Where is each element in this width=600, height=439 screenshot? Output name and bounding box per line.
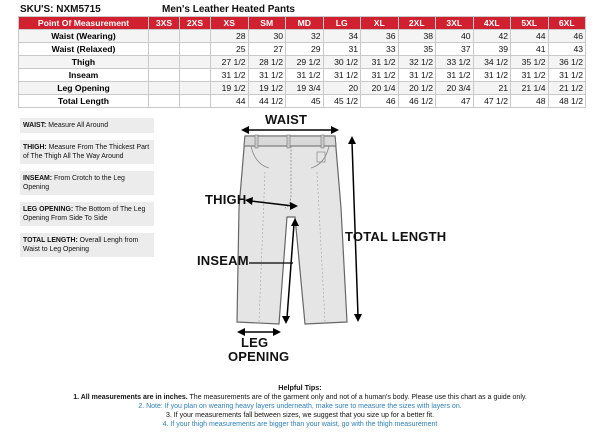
table-cell: 31 1/2 [361, 69, 399, 82]
row-label: Inseam [19, 69, 149, 82]
measurement-descriptions [20, 118, 154, 264]
desc-term: INSEAM: [23, 175, 53, 182]
table-cell: 31 1/2 [211, 69, 249, 82]
table-cell: 21 1/2 [548, 82, 586, 95]
leg-opening-label-line1: LEG [241, 335, 269, 350]
row-label: Leg Opening [19, 82, 149, 95]
table-cell: 31 1/2 [398, 69, 436, 82]
desc-leg-opening [20, 202, 154, 226]
table-cell: 33 1/2 [436, 56, 474, 69]
tip-1-rest: The measurements are of the garment only and not of a human's body. Please use this chart as a guide only. [187, 394, 527, 401]
table-cell: 29 1/2 [286, 56, 324, 69]
header-size: XS [211, 17, 249, 30]
table-cell: 31 1/2 [286, 69, 324, 82]
table-row [19, 56, 586, 69]
total-length-label: TOTAL LENGTH [345, 229, 447, 244]
table-cell: 28 [211, 30, 249, 43]
desc-total-length [20, 233, 154, 257]
table-cell: 20 3/4 [436, 82, 474, 95]
table-cell: 34 [323, 30, 361, 43]
inseam-label: INSEAM [197, 253, 249, 268]
table-cell: 19 3/4 [286, 82, 324, 95]
row-label: Waist (Relaxed) [19, 43, 149, 56]
table-cell: 34 1/2 [473, 56, 511, 69]
desc-thigh [20, 140, 154, 164]
table-cell: 19 1/2 [248, 82, 286, 95]
page-title: Men's Leather Heated Pants [162, 4, 295, 15]
table-cell: 31 1/2 [548, 69, 586, 82]
table-cell: 35 [398, 43, 436, 56]
table-cell: 44 [511, 30, 549, 43]
table-cell: 21 [473, 82, 511, 95]
tip-1 [0, 393, 600, 402]
table-cell: 31 1/2 [248, 69, 286, 82]
table-row [19, 30, 586, 43]
table-cell: 25 [211, 43, 249, 56]
table-cell: 45 1/2 [323, 95, 361, 108]
header-size: 6XL [548, 17, 586, 30]
desc-waist [20, 118, 154, 133]
table-cell-empty [180, 95, 211, 108]
table-cell-empty [149, 95, 180, 108]
header-size: 4XL [473, 17, 511, 30]
table-cell-empty [149, 30, 180, 43]
table-cell: 48 1/2 [548, 95, 586, 108]
table-cell: 48 [511, 95, 549, 108]
table-cell: 31 1/2 [436, 69, 474, 82]
table-cell: 36 [361, 30, 399, 43]
table-cell: 32 1/2 [398, 56, 436, 69]
header-size: XL [361, 17, 399, 30]
table-cell: 28 1/2 [248, 56, 286, 69]
table-cell-empty [149, 82, 180, 95]
desc-text: Measure All Around [46, 122, 109, 129]
table-cell: 30 1/2 [323, 56, 361, 69]
table-cell: 46 1/2 [398, 95, 436, 108]
tips-heading: Helpful Tips: [278, 383, 322, 392]
header-size: MD [286, 17, 324, 30]
table-cell: 35 1/2 [511, 56, 549, 69]
tip-1-bold: 1. All measurements are in inches. [73, 394, 188, 401]
header-size: LG [323, 17, 361, 30]
waist-label: WAIST [265, 112, 308, 127]
header-point-of-measurement: Point Of Measurement [19, 17, 149, 30]
header-size: 3XL [436, 17, 474, 30]
desc-text: Overall Lengh from Waist to Leg Opening [23, 237, 139, 253]
row-label: Total Length [19, 95, 149, 108]
desc-term: TOTAL LENGTH: [23, 237, 78, 244]
table-cell: 31 1/2 [473, 69, 511, 82]
tip-2: 2. Note: If you plan on wearing heavy layers underneath, make sure to measure the sizes with layers on. [138, 403, 462, 410]
desc-term: THIGH: [23, 144, 47, 151]
table-cell: 21 1/4 [511, 82, 549, 95]
desc-inseam [20, 171, 154, 195]
table-cell: 37 [436, 43, 474, 56]
thigh-label: THIGH [205, 192, 247, 207]
helpful-tips [0, 383, 600, 429]
table-cell: 31 1/2 [361, 56, 399, 69]
table-cell: 31 [323, 43, 361, 56]
header-size: 3XS [149, 17, 180, 30]
desc-term: WAIST: [23, 122, 47, 129]
table-cell-empty [180, 30, 211, 43]
table-cell: 40 [436, 30, 474, 43]
table-cell: 41 [511, 43, 549, 56]
table-cell: 43 [548, 43, 586, 56]
header-size: SM [248, 17, 286, 30]
table-cell: 19 1/2 [211, 82, 249, 95]
table-cell: 46 [361, 95, 399, 108]
table-row [19, 69, 586, 82]
sku-label: SKU'S: NXM5715 [20, 4, 101, 15]
desc-term: LEG OPENING: [23, 206, 74, 213]
table-cell-empty [149, 56, 180, 69]
table-cell: 20 1/4 [361, 82, 399, 95]
tip-4: 4. If your thigh measurements are bigger than your waist, go with the thigh measurement [162, 421, 438, 428]
table-cell-empty [180, 69, 211, 82]
table-cell: 45 [286, 95, 324, 108]
table-cell: 44 [211, 95, 249, 108]
table-cell: 20 1/2 [398, 82, 436, 95]
table-cell: 42 [473, 30, 511, 43]
table-cell: 31 1/2 [511, 69, 549, 82]
header-size: 5XL [511, 17, 549, 30]
desc-text: From Crotch to the Leg Opening [23, 175, 125, 191]
table-cell-empty [180, 43, 211, 56]
size-chart-table [18, 16, 586, 108]
table-cell: 46 [548, 30, 586, 43]
table-cell: 29 [286, 43, 324, 56]
header-size: 2XS [180, 17, 211, 30]
header-size: 2XL [398, 17, 436, 30]
table-cell: 20 [323, 82, 361, 95]
pants-diagram [195, 112, 455, 372]
table-cell: 38 [398, 30, 436, 43]
table-cell: 39 [473, 43, 511, 56]
tip-3: 3. If your measurements fall between sizes, we suggest that you size up for a better fit. [165, 412, 435, 419]
table-cell-empty [180, 82, 211, 95]
table-cell: 47 1/2 [473, 95, 511, 108]
table-row [19, 95, 586, 108]
table-cell: 27 [248, 43, 286, 56]
table-cell-empty [149, 43, 180, 56]
table-cell: 27 1/2 [211, 56, 249, 69]
table-cell: 47 [436, 95, 474, 108]
table-row [19, 43, 586, 56]
table-cell: 30 [248, 30, 286, 43]
table-cell: 44 1/2 [248, 95, 286, 108]
table-cell: 33 [361, 43, 399, 56]
table-cell: 36 1/2 [548, 56, 586, 69]
table-cell: 32 [286, 30, 324, 43]
table-cell-empty [180, 56, 211, 69]
row-label: Waist (Wearing) [19, 30, 149, 43]
table-cell-empty [149, 69, 180, 82]
table-header-row [19, 17, 586, 30]
desc-text: The Bottom of The Leg Opening From Side To Side [23, 206, 146, 222]
table-cell: 31 1/2 [323, 69, 361, 82]
table-row [19, 82, 586, 95]
row-label: Thigh [19, 56, 149, 69]
desc-text: Measure From The Thickest Part of The Thigh All The Way Around [23, 144, 150, 160]
leg-opening-label-line2: OPENING [228, 349, 290, 364]
